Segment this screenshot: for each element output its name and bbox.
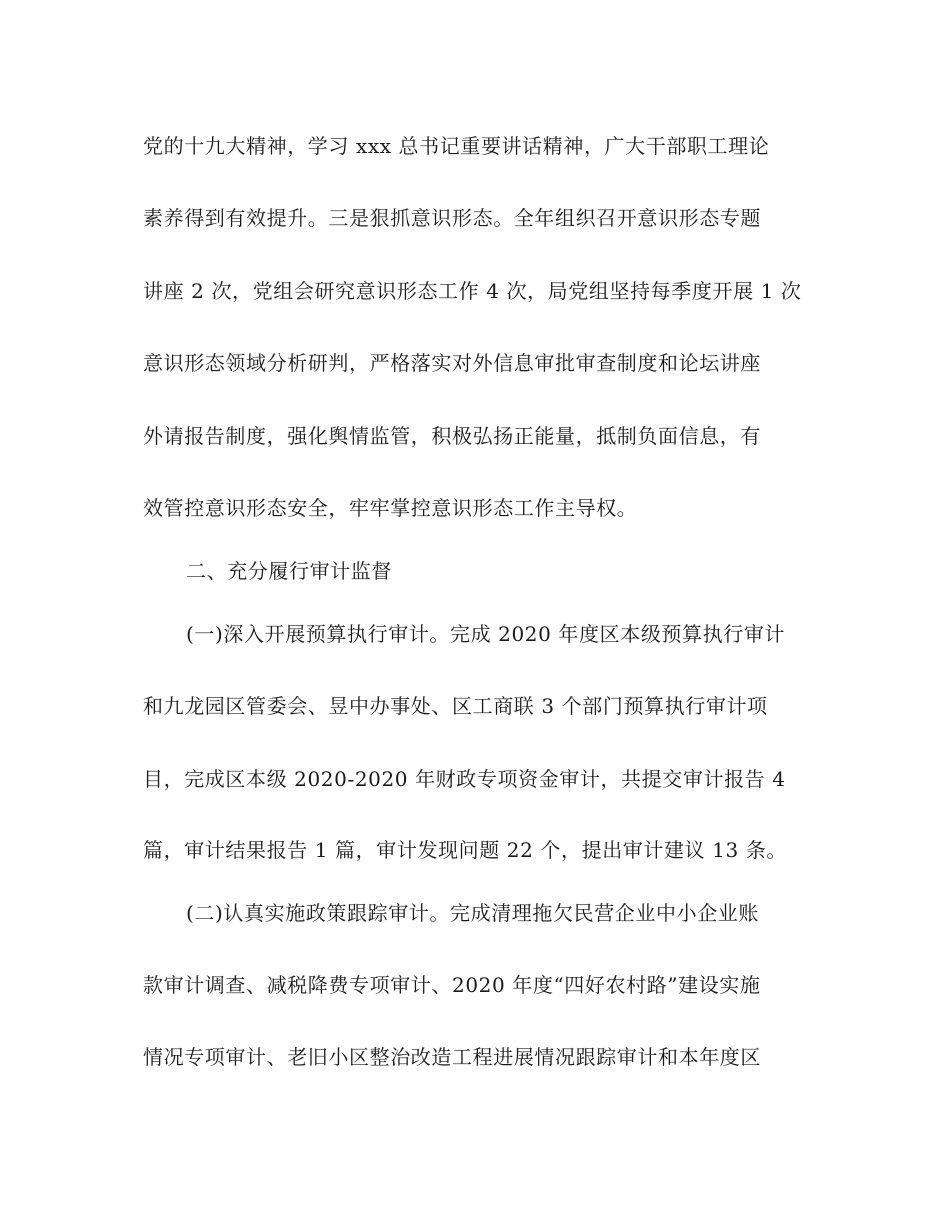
text-line: 党的十九大精神，学习 xxx 总书记重要讲话精神，广大干部职工理论: [143, 134, 770, 158]
text-line: 意识形态领域分析研判，严格落实对外信息审批审查制度和论坛讲座: [143, 351, 761, 375]
paragraph-start: (二)认真实施政策跟踪审计。完成清理拖欠民营企业中小企业账: [186, 901, 760, 925]
text-line: 情况专项审计、老旧小区整治改造工程进展情况跟踪审计和本年度区: [143, 1045, 761, 1069]
text-line: 目，完成区本级 2020-2020 年财政专项资金审计，共提交审计报告 4: [143, 767, 786, 791]
text-line: 效管控意识形态安全，牢牢掌控意识形态工作主导权。: [143, 496, 638, 520]
paragraph-start: (一)深入开展预算执行审计。完成 2020 年度区本级预算执行审计: [186, 622, 786, 646]
section-heading: 二、充分履行审计监督: [186, 559, 392, 583]
text-line: 讲座 2 次，党组会研究意识形态工作 4 次，局党组坚持每季度开展 1 次: [143, 279, 802, 303]
text-line: 和九龙园区管委会、昱中办事处、区工商联 3 个部门预算执行审计项: [143, 694, 768, 718]
text-line: 外请报告制度，强化舆情监管，积极弘扬正能量，抵制负面信息，有: [143, 424, 761, 448]
text-line: 素养得到有效提升。三是狠抓意识形态。全年组织召开意识形态专题: [143, 206, 761, 230]
text-line: 篇，审计结果报告 1 篇，审计发现问题 22 个，提出审计建议 13 条。: [143, 838, 787, 862]
text-line: 款审计调查、减税降费专项审计、2020 年度“四好农村路”建设实施: [143, 973, 761, 997]
